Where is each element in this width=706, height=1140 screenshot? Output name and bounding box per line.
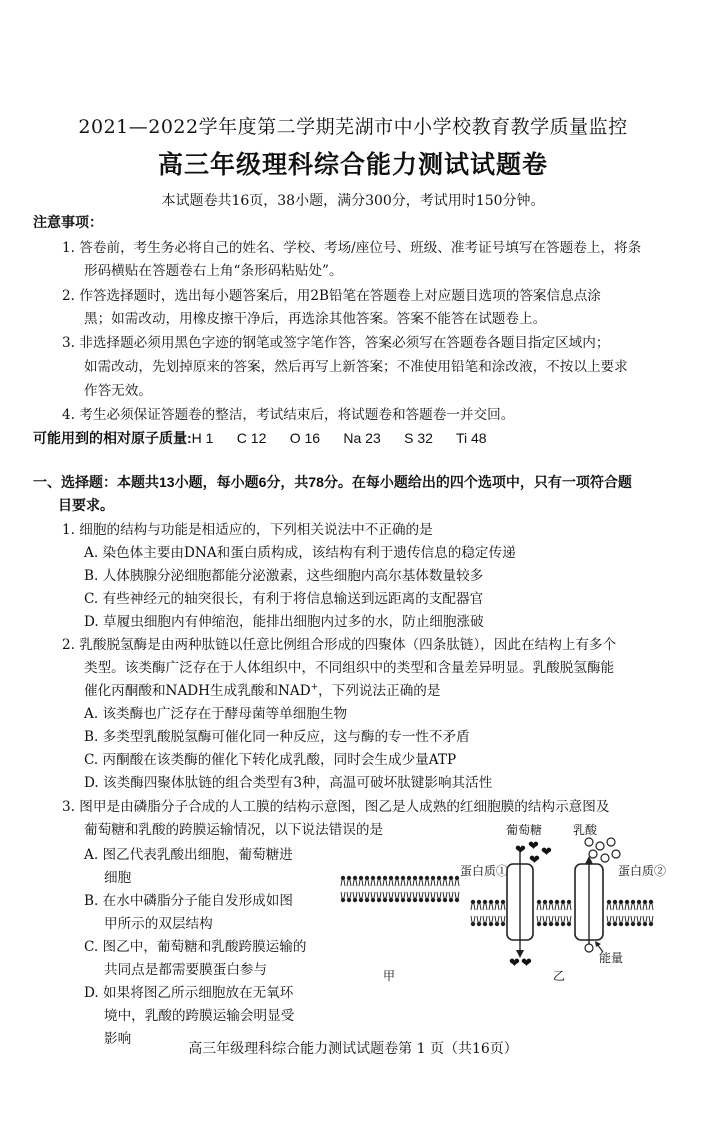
phospholipid-tail (495, 904, 499, 910)
phospholipid-head (561, 900, 565, 904)
notice-item: 3. 非选择题必须用黑色字迹的钢笔或签字笔作答，答案必须写在答题卷各题目指定区域内； (62, 335, 610, 351)
protein-2-channel (575, 856, 603, 952)
phospholipid-tail (437, 892, 441, 898)
phospholipid-head (353, 898, 357, 902)
question-3-stem-cont: 葡萄糖和乳酸的跨膜运输情况，以下说法错误的是 (84, 822, 384, 838)
phospholipid-head (407, 898, 411, 902)
phospholipid-head (341, 876, 345, 880)
notice-item: 4. 考生必须保证答题卷的整洁，考试结束后，将试题卷和答题卷一并交回。 (62, 407, 515, 423)
figure-label-protein-2: 蛋白质② (618, 864, 667, 878)
notice-title: 注意事项： (33, 215, 103, 231)
phospholipid-tail (353, 880, 357, 886)
question-1-option-a: A. 染色体主要由DNA和蛋白质构成，该结构有利于遗传信息的稳定传递 (84, 545, 516, 561)
phospholipid-tail (613, 904, 617, 910)
phospholipid-tail (383, 892, 387, 898)
phospholipid-head (425, 876, 429, 880)
phospholipid-tail (555, 916, 559, 922)
section-heading-cont: 目要求。 (58, 497, 114, 513)
phospholipid-head (495, 900, 499, 904)
question-3-stem: 3. 图甲是由磷脂分子合成的人工膜的结构示意图，图乙是人成熟的红细胞膜的结构示意图及 (62, 799, 610, 815)
phospholipid-tail (413, 892, 417, 898)
lactic-acid-molecules (585, 838, 620, 862)
question-2-stem-text: ，下列说法正确的是 (318, 683, 441, 699)
phospholipid-head (613, 900, 617, 904)
phospholipid-tail (431, 880, 435, 886)
phospholipid-head (489, 900, 493, 904)
question-2-stem-text: 催化丙酮酸和NADH生成乳酸和NAD (84, 683, 311, 699)
phospholipid-head (347, 876, 351, 880)
figure-label-lactic: 乳酸 (573, 823, 598, 837)
exam-header-line: 2021—2022学年度第二学期芜湖市中小学校教育教学质量监控 (78, 116, 628, 138)
phospholipid-head (625, 922, 629, 926)
question-3-option-d-cont: 境中，乳酸的跨膜运输会明显受 (104, 1008, 295, 1024)
phospholipid-tail (419, 880, 423, 886)
phospholipid-head (537, 900, 541, 904)
phospholipid-head (413, 898, 417, 902)
atomic-masses (33, 428, 487, 448)
phospholipid-tail (637, 916, 641, 922)
phospholipid-tail (649, 904, 653, 910)
phospholipid-tail (443, 880, 447, 886)
atomic-masses-values: H 1 C 12 O 16 Na 23 S 32 Ti 48 (191, 430, 487, 446)
svg-text:❤: ❤ (541, 845, 552, 860)
question-2-option-c: C. 丙酮酸在该类酶的催化下转化成乳酸，同时会生成少量ATP (84, 752, 457, 768)
phospholipid-head (471, 900, 475, 904)
question-1-stem: 1. 细胞的结构与功能是相适应的，下列相关说法中不正确的是 (62, 522, 433, 538)
phospholipid-tail (377, 892, 381, 898)
phospholipid-head (341, 898, 345, 902)
phospholipid-head (425, 898, 429, 902)
question-3-option-a-cont: 细胞 (104, 870, 132, 886)
phospholipid-head (395, 898, 399, 902)
phospholipid-head (607, 922, 611, 926)
phospholipid-tail (477, 916, 481, 922)
phospholipid-head (401, 876, 405, 880)
phospholipid-head (455, 876, 459, 880)
svg-text:❤: ❤ (509, 956, 520, 971)
phospholipid-tail (413, 880, 417, 886)
phospholipid-tail (401, 880, 405, 886)
notice-item: 2. 作答选择题时，选出每小题答案后，用2B铅笔在答题卷上对应题目选项的答案信息点涂 (62, 288, 601, 304)
question-1-option-c: C. 有些神经元的轴突很长，有利于将信息输送到远距离的支配器官 (84, 591, 484, 607)
phospholipid-tail (407, 880, 411, 886)
phospholipid-tail (359, 892, 363, 898)
phospholipid-tail (637, 904, 641, 910)
phospholipid-head (359, 898, 363, 902)
phospholipid-tail (619, 904, 623, 910)
phospholipid-head (489, 922, 493, 926)
phospholipid-head (637, 900, 641, 904)
phospholipid-head (543, 922, 547, 926)
phospholipid-head (477, 922, 481, 926)
phospholipid-tail (501, 916, 505, 922)
notice-item: 作答无效。 (84, 383, 152, 399)
phospholipid-tail (567, 916, 571, 922)
phospholipid-head (359, 876, 363, 880)
phospholipid-tail (389, 892, 393, 898)
phospholipid-tail (537, 904, 541, 910)
phospholipid-head (619, 922, 623, 926)
phospholipid-tail (341, 880, 345, 886)
phospholipid-head (501, 900, 505, 904)
phospholipid-head (389, 876, 393, 880)
phospholipid-tail (561, 904, 565, 910)
phospholipid-tail (353, 892, 357, 898)
phospholipid-tail (619, 916, 623, 922)
phospholipid-tail (489, 904, 493, 910)
phospholipid-head (449, 876, 453, 880)
phospholipid-tail (567, 904, 571, 910)
phospholipid-tail (607, 916, 611, 922)
phospholipid-head (495, 922, 499, 926)
phospholipid-tail (483, 916, 487, 922)
glucose-molecules (509, 839, 552, 971)
phospholipid-tail (625, 916, 629, 922)
phospholipid-tail (371, 880, 375, 886)
phospholipid-head (401, 898, 405, 902)
phospholipid-head (567, 900, 571, 904)
question-1-option-d: D. 草履虫细胞内有伸缩泡，能排出细胞内过多的水，防止细胞涨破 (84, 614, 484, 630)
phospholipid-head (549, 900, 553, 904)
question-3-option-c-cont: 共同点是都需要膜蛋白参与 (104, 962, 268, 978)
phospholipid-tail (561, 916, 565, 922)
phospholipid-head (555, 900, 559, 904)
svg-text:❤: ❤ (521, 956, 532, 971)
phospholipid-tail (555, 904, 559, 910)
phospholipid-head (437, 876, 441, 880)
phospholipid-head (389, 898, 393, 902)
question-2-stem-cont (84, 679, 441, 699)
page-footer: 高三年级理科综合能力测试试题卷第 1 页（共16页） (188, 1041, 518, 1057)
phospholipid-head (483, 922, 487, 926)
phospholipid-tail (419, 892, 423, 898)
phospholipid-head (643, 922, 647, 926)
notice-item: 黑；如需改动，用橡皮擦干净后，再选涂其他答案。答案不能答在试题卷上。 (84, 311, 547, 327)
question-1-option-b: B. 人体胰腺分泌细胞都能分泌激素，这些细胞内高尔基体数量较多 (84, 568, 484, 584)
phospholipid-tail (643, 916, 647, 922)
phospholipid-head (437, 898, 441, 902)
phospholipid-head (631, 900, 635, 904)
phospholipid-tail (449, 880, 453, 886)
phospholipid-tail (425, 880, 429, 886)
phospholipid-head (431, 898, 435, 902)
phospholipid-head (625, 900, 629, 904)
phospholipid-head (419, 898, 423, 902)
phospholipid-tail (631, 904, 635, 910)
phospholipid-head (419, 876, 423, 880)
phospholipid-tail (471, 916, 475, 922)
phospholipid-tail (383, 880, 387, 886)
phospholipid-tail (455, 892, 459, 898)
figure-label-energy: 能量 (599, 951, 624, 965)
phospholipid-head (371, 898, 375, 902)
phospholipid-tail (359, 880, 363, 886)
phospholipid-head (443, 898, 447, 902)
phospholipid-head (347, 898, 351, 902)
phospholipid-head (607, 900, 611, 904)
phospholipid-head (471, 922, 475, 926)
phospholipid-tail (449, 892, 453, 898)
phospholipid-head (537, 922, 541, 926)
question-3-option-b: B. 在水中磷脂分子能自发形成如图 (84, 893, 293, 909)
phospholipid-tail (437, 880, 441, 886)
question-2-stem-cont: 类型。该类酶广泛存在于人体组织中，不同组织中的类型和含量差异明显。乳酸脱氢酶能 (84, 660, 615, 676)
phospholipid-head (443, 876, 447, 880)
phospholipid-head (353, 876, 357, 880)
phospholipid-head (643, 900, 647, 904)
phospholipid-head (637, 922, 641, 926)
question-3-option-d: D. 如果将图乙所示细胞放在无氧环 (84, 985, 294, 1001)
notice-item: 如需改动，先划掉原来的答案，然后再写上新答案；不准使用铅笔和涂改液，不按以上要求 (84, 359, 628, 375)
phospholipid-head (555, 922, 559, 926)
phospholipid-head (649, 922, 653, 926)
phospholipid-bilayers (341, 876, 653, 926)
phospholipid-head (455, 898, 459, 902)
phospholipid-tail (395, 892, 399, 898)
phospholipid-tail (543, 904, 547, 910)
question-3-option-a: A. 图乙代表乳酸出细胞，葡萄糖进 (84, 847, 293, 863)
phospholipid-tail (643, 904, 647, 910)
phospholipid-tail (425, 892, 429, 898)
phospholipid-tail (347, 892, 351, 898)
phospholipid-tail (401, 892, 405, 898)
phospholipid-tail (455, 880, 459, 886)
question-3-option-d-cont: 影响 (104, 1031, 132, 1047)
phospholipid-head (407, 876, 411, 880)
phospholipid-head (549, 922, 553, 926)
membrane-figure (335, 820, 680, 995)
phospholipid-tail (549, 916, 553, 922)
phospholipid-tail (483, 904, 487, 910)
phospholipid-tail (471, 904, 475, 910)
figure-label-yi: 乙 (553, 969, 566, 983)
phospholipid-tail (347, 880, 351, 886)
question-2-superscript: + (310, 682, 319, 693)
figure-label-glucose: 葡萄糖 (506, 823, 543, 837)
phospholipid-head (561, 922, 565, 926)
phospholipid-head (371, 876, 375, 880)
notice-item: 形码横贴在答题卷右上角“条形码粘贴处”。 (84, 263, 343, 279)
notice-item: 1. 答卷前，考生务必将自己的姓名、学校、考场/座位号、班级、准考证号填写在答题卷上，将条 (62, 240, 642, 256)
question-2-option-d: D. 该类酶四聚体肽链的组合类型有3种，高温可破坏肽键影响其活性 (84, 775, 493, 791)
phospholipid-head (613, 922, 617, 926)
phospholipid-head (413, 876, 417, 880)
phospholipid-tail (549, 904, 553, 910)
phospholipid-head (431, 876, 435, 880)
svg-text:❤: ❤ (528, 839, 539, 854)
phospholipid-head (619, 900, 623, 904)
phospholipid-head (483, 900, 487, 904)
question-3-option-c: C. 图乙中，葡萄糖和乳酸跨膜运输的 (84, 939, 307, 955)
phospholipid-tail (543, 916, 547, 922)
phospholipid-head (543, 900, 547, 904)
phospholipid-tail (341, 892, 345, 898)
phospholipid-tail (607, 904, 611, 910)
phospholipid-head (383, 876, 387, 880)
phospholipid-tail (495, 916, 499, 922)
phospholipid-tail (489, 916, 493, 922)
phospholipid-head (649, 900, 653, 904)
atomic-masses-label: 可能用到的相对原子质量: (33, 430, 192, 446)
exam-info: 本试题卷共16页，38小题，满分300分，考试用时150分钟。 (161, 193, 545, 209)
phospholipid-tail (407, 892, 411, 898)
figure-label-jia: 甲 (383, 969, 396, 983)
phospholipid-tail (631, 916, 635, 922)
section-heading: 一、选择题：本题共13小题，每小题6分，共78分。在每小题给出的四个选项中，只有一项符合题 (33, 474, 632, 490)
phospholipid-tail (365, 880, 369, 886)
phospholipid-tail (377, 880, 381, 886)
svg-text:❤: ❤ (529, 853, 540, 868)
figure-label-protein-1: 蛋白质① (460, 864, 509, 878)
phospholipid-head (395, 876, 399, 880)
phospholipid-head (383, 898, 387, 902)
phospholipid-tail (371, 892, 375, 898)
phospholipid-head (365, 876, 369, 880)
svg-text:❤: ❤ (515, 843, 526, 858)
exam-title: 高三年级理科综合能力测试试题卷 (157, 150, 548, 179)
phospholipid-tail (649, 916, 653, 922)
phospholipid-tail (389, 880, 393, 886)
phospholipid-head (477, 900, 481, 904)
phospholipid-tail (613, 916, 617, 922)
phospholipid-head (377, 876, 381, 880)
question-3-option-b-cont: 甲所示的双层结构 (104, 916, 213, 932)
question-2-stem: 2. 乳酸脱氢酶是由两种肽链以任意比例组合形成的四聚体（四条肽链），因此在结构上有多个 (62, 637, 617, 653)
phospholipid-tail (431, 892, 435, 898)
phospholipid-tail (477, 904, 481, 910)
phospholipid-tail (395, 880, 399, 886)
question-2-option-b: B. 多类型乳酸脱氢酶可催化同一种反应，这与酶的专一性不矛盾 (84, 729, 470, 745)
phospholipid-head (501, 922, 505, 926)
question-2-option-a: A. 该类酶也广泛存在于酵母菌等单细胞生物 (84, 706, 348, 722)
phospholipid-head (377, 898, 381, 902)
phospholipid-tail (443, 892, 447, 898)
phospholipid-tail (501, 904, 505, 910)
phospholipid-tail (365, 892, 369, 898)
phospholipid-head (449, 898, 453, 902)
phospholipid-head (365, 898, 369, 902)
phospholipid-head (567, 922, 571, 926)
phospholipid-tail (537, 916, 541, 922)
phospholipid-tail (625, 904, 629, 910)
phospholipid-head (631, 922, 635, 926)
